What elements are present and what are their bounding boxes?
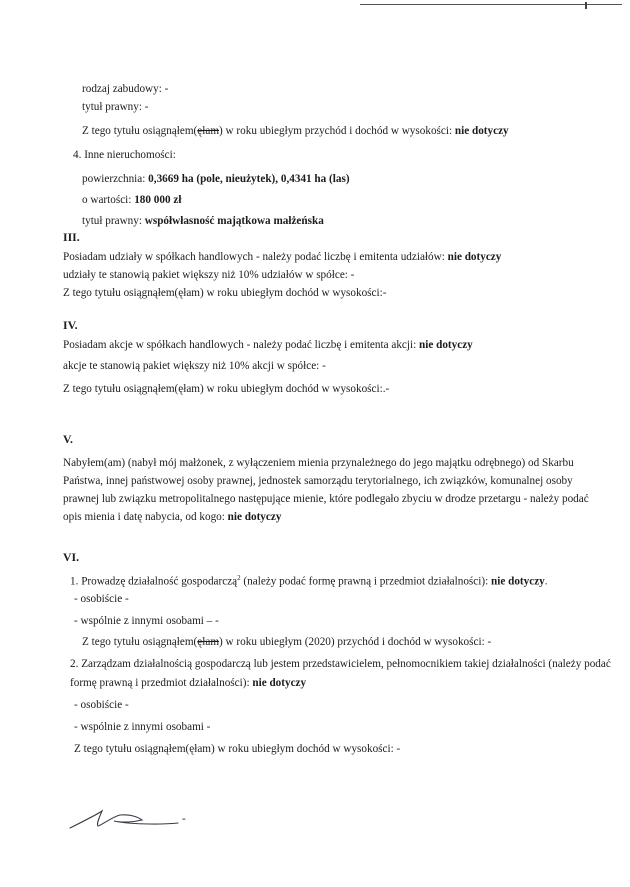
struck-text: ęłam — [197, 125, 220, 137]
nabylem-line-3: prawnej lub związku metropolitalnego następujące mienie, które podlegało zbyciu w drodze przetargu - należy podać — [63, 493, 589, 505]
zarzadzam-text: formę prawną i przedmiot działalności): — [70, 677, 253, 689]
dochod-text-2: ) w roku ubiegłym przychód i dochód w wysokości: — [219, 125, 455, 137]
dochod-2020-line — [82, 635, 491, 649]
nabylem-line-2: Państwa, innej państwowej osoby prawnej, jednostek samorządu terytorialnego, ich związków, komunalnej osoby — [63, 475, 573, 487]
dochod-2020-text-2: ) w roku ubiegłym (2020) przychód i dochód w wysokości: - — [219, 636, 492, 648]
udzialy-text: Posiadam udziały w spółkach handlowych - należy podać liczbę i emitenta udziałów: — [63, 251, 448, 263]
top-rule — [360, 4, 622, 5]
tytul-prawny: tytuł prawny: - — [82, 101, 149, 113]
udzialy-dochod: Z tego tytułu osiągnąłem(ęłam) w roku ubiegłym dochód w wysokości:- — [63, 287, 387, 299]
dzialalnosc-text-2: (należy podać formę prawną i przedmiot działalności): — [240, 575, 491, 588]
nabylem-line-4 — [63, 510, 281, 524]
section-IV-heading: IV. — [63, 318, 78, 332]
dzialalnosc-line — [70, 571, 548, 589]
nabylem-text: opis mienia i datę nabycia, od kogo: — [63, 511, 228, 523]
wartosc-value: 180 000 zł — [134, 194, 182, 206]
dochod-value: nie dotyczy — [454, 125, 509, 137]
section-III-heading: III. — [63, 230, 80, 244]
wspolnie-1: - wspólnie z innymi osobami – - — [74, 615, 219, 627]
powierzchnia-value: 0,3669 ha (pole, nieużytek), 0,4341 ha (las) — [148, 173, 350, 185]
dochod-text: Z tego tytułu osiągnąłem( — [82, 125, 198, 137]
osobiscie-1: - osobiście - — [74, 593, 129, 605]
dzialalnosc-end: . — [544, 575, 548, 588]
dochod-line — [82, 124, 509, 138]
udzialy-line — [63, 250, 501, 264]
dochod-2020-text: Z tego tytułu osiągnąłem( — [82, 636, 198, 648]
akcje-text: Posiadam akcje w spółkach handlowych - należy podać liczbę i emitenta akcji: — [63, 339, 420, 351]
osobiscie-2: - osobiście - — [74, 699, 129, 711]
inne-nieruchomosci-heading: 4. Inne nieruchomości: — [73, 149, 176, 161]
section-V-heading: V. — [63, 432, 73, 446]
dzialalnosc-text: 1. Prowadzę działalność gospodarczą — [70, 575, 238, 588]
powierzchnia-line — [82, 172, 350, 186]
wartosc-label: o wartości: — [82, 194, 135, 206]
struck-text-2: ęłam — [197, 636, 220, 648]
signature-trail: - — [182, 813, 186, 825]
section-VI-heading: VI. — [63, 550, 80, 564]
akcje-dochod: Z tego tytułu osiągnąłem(ęłam) w roku ubiegłym dochód w wysokości:.- — [63, 383, 390, 395]
zarzadzam-value: nie dotyczy — [252, 677, 307, 689]
udzialy-pakiet: udziały te stanowią pakiet większy niż 10% udziałów w spółce: - — [63, 269, 355, 281]
tytul-label: tytuł prawny: — [82, 215, 145, 227]
akcje-line — [63, 338, 473, 352]
zarzadzam-line-2 — [70, 676, 306, 690]
dzialalnosc-value: nie dotyczy — [491, 575, 545, 588]
powierzchnia-label: powierzchnia: — [82, 173, 149, 185]
wspolnie-2: - wspólnie z innymi osobami - — [74, 721, 211, 733]
handwritten-signature — [68, 808, 198, 832]
akcje-value: nie dotyczy — [419, 339, 473, 351]
rodzaj-zabudowy: rodzaj zabudowy: - — [82, 83, 169, 95]
udzialy-value: nie dotyczy — [447, 251, 502, 263]
tytul-prawny-4 — [82, 214, 324, 228]
footnote-mark: 2 — [237, 574, 241, 582]
zarzadzam-line-1: 2. Zarządzam działalnością gospodarczą lub jestem przedstawicielem, pełnomocnikiem takiej działalności (należy podać — [70, 658, 611, 670]
tytul-value: współwłasność majątkowa małżeńska — [144, 215, 324, 227]
top-mark — [585, 2, 587, 9]
wartosc-line — [82, 193, 181, 207]
nabylem-line-1: Nabyłem(am) (nabył mój małżonek, z wyłączeniem mienia przynależnego do jego majątku odrębnego) od Skarbu — [63, 457, 574, 469]
nabylem-value: nie dotyczy — [227, 511, 282, 523]
akcje-pakiet: akcje te stanowią pakiet większy niż 10% akcji w spółce: - — [63, 360, 326, 372]
dochod-zarzadzam: Z tego tytułu osiągnąłem(ęłam) w roku ubiegłym dochód w wysokości: - — [74, 743, 401, 755]
